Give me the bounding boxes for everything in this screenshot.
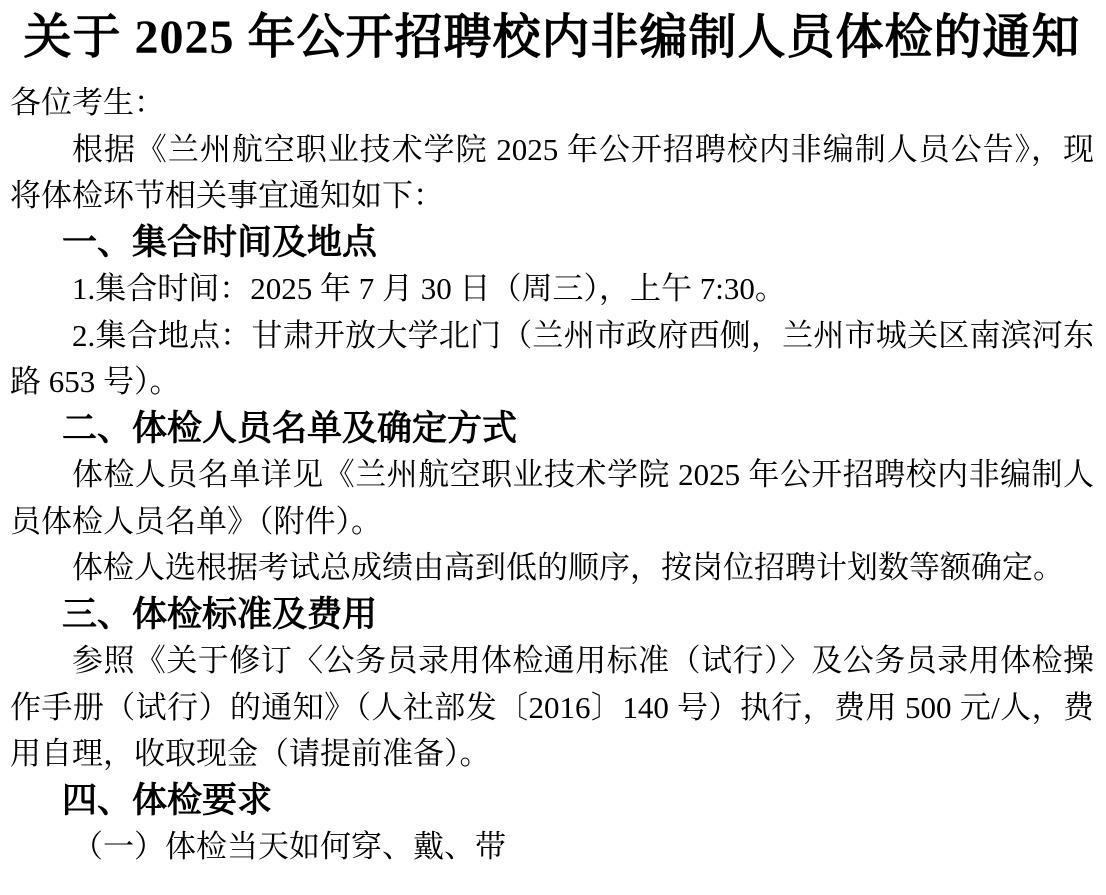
notice-title: 关于 2025 年公开招聘校内非编制人员体检的通知	[23, 11, 1081, 64]
section-heading-assembly-time-place: 一、集合时间及地点	[62, 222, 378, 262]
exam-list-paragraph: 体检人员名单详见《兰州航空职业技术学院 2025 年公开招聘校内非编制人员体检人员名单》（附件）。	[10, 457, 1094, 539]
salutation: 各位考生：	[10, 85, 165, 120]
candidate-selection-paragraph: 体检人选根据考试总成绩由高到低的顺序，按岗位招聘计划数等额确定。	[72, 550, 1064, 585]
intro-paragraph: 根据《兰州航空职业技术学院 2025 年公开招聘校内非编制人员公告》，现将体检环节相关事宜通知如下：	[10, 131, 1094, 213]
section-heading-exam-requirements: 四、体检要求	[62, 780, 273, 820]
section-heading-exam-standard-fee: 三、体检标准及费用	[62, 594, 378, 634]
section-heading-exam-list: 二、体检人员名单及确定方式	[62, 408, 518, 448]
subsection-heading-what-to-wear-bring: （一）体检当天如何穿、戴、带	[72, 829, 506, 864]
assembly-place-paragraph: 2.集合地点：甘肃开放大学北门（兰州市政府西侧，兰州市城关区南滨河东路 653 号）。	[10, 317, 1094, 399]
exam-standard-fee-paragraph: 参照《关于修订〈公务员录用体检通用标准（试行）〉及公务员录用体检操作手册（试行）的通知》（人社部发〔2016〕140 号）执行，费用 500 元/人，费用自理，收取现金（请提前准备）。	[10, 643, 1094, 771]
assembly-time-paragraph: 1.集合时间：2025 年 7 月 30 日（周三），上午 7:30。	[72, 271, 786, 306]
